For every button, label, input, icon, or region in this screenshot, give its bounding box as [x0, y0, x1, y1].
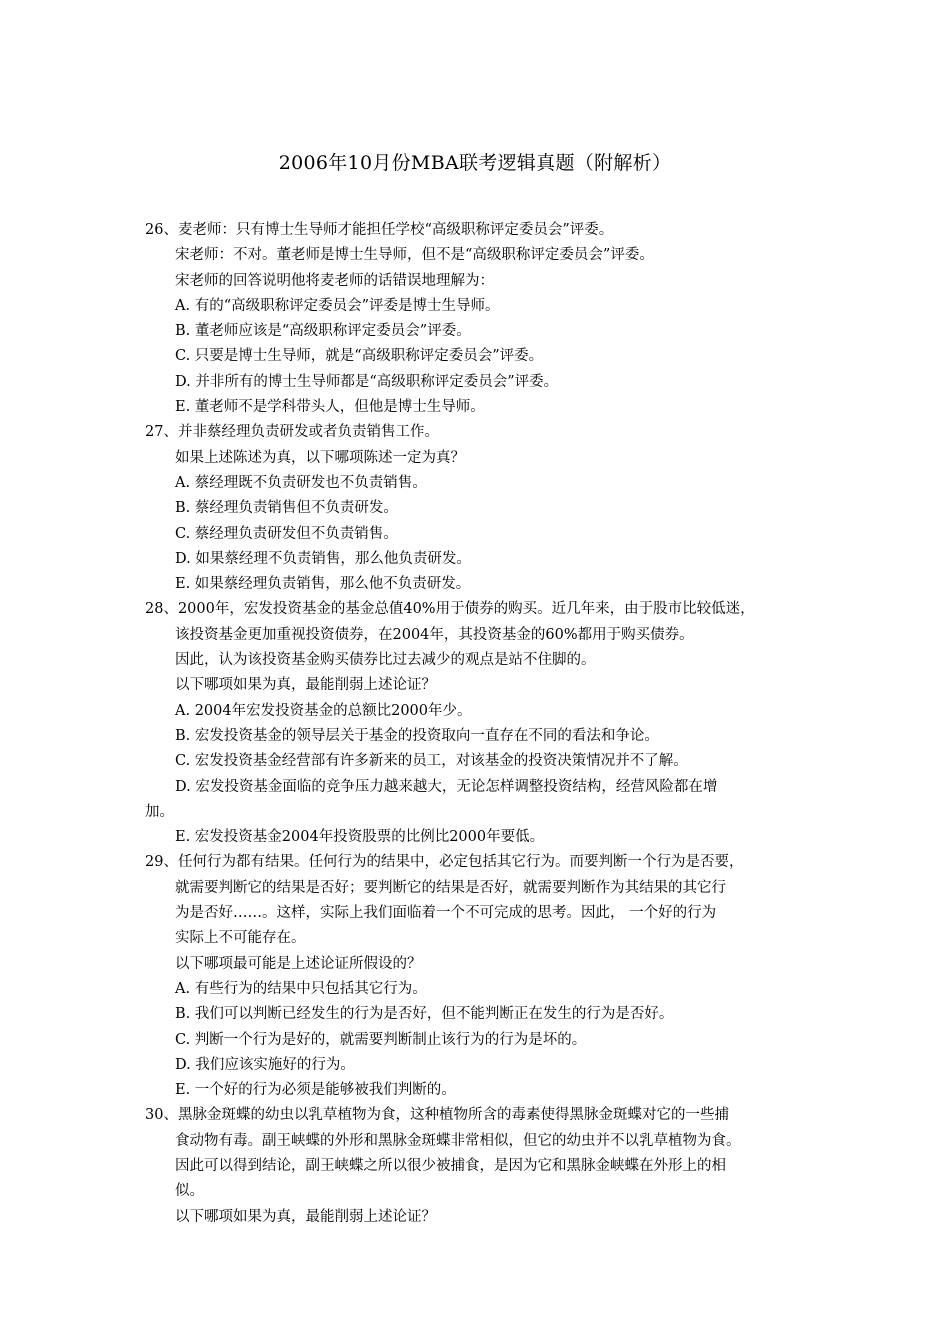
question-stem-cont: 实际上不可能存在。 — [175, 930, 306, 947]
question-29 — [145, 850, 810, 1103]
option-d: D. 并非所有的博士生导师都是“高级职称评定委员会”评委。 — [175, 373, 559, 390]
option-a: A. 2004年宏发投资基金的总额比2000年少。 — [175, 702, 472, 719]
option-e: E. 如果蔡经理负责销售，那么他不负责研发。 — [175, 576, 471, 593]
question-stem: 28、2000年，宏发投资基金的基金总值40%用于债券的购买。近几年来，由于股市比较低迷， — [145, 601, 755, 618]
option-b: B. 我们可以判断已经发生的行为是否好，但不能判断正在发生的行为是否好。 — [175, 1006, 674, 1023]
page-title: 2006年10月份MBA联考逻辑真题（附解析） — [278, 152, 672, 174]
option-d: D. 我们应该实施好的行为。 — [175, 1056, 355, 1073]
question-stem-cont: 似。 — [175, 1183, 204, 1200]
option-d: D. 宏发投资基金面临的竞争压力越来越大，无论怎样调整投资结构，经营风险都在增 — [175, 778, 718, 795]
option-a: A. 有些行为的结果中只包括其它行为。 — [175, 980, 427, 997]
option-c: C. 蔡经理负责研发但不负责销售。 — [175, 525, 398, 542]
option-d-cont: 加。 — [145, 803, 174, 820]
option-e: E. 宏发投资基金2004年投资股票的比例比2000年要低。 — [175, 829, 545, 846]
option-c: C. 只要是博士生导师，就是“高级职称评定委员会”评委。 — [175, 348, 544, 365]
option-c: C. 宏发投资基金经营部有许多新来的员工，对该基金的投资决策情况并不了解。 — [175, 753, 688, 770]
question-stem: 29、任何行为都有结果。任何行为的结果中，必定包括其它行为。而要判断一个行为是否要， — [145, 854, 744, 871]
option-b: B. 蔡经理负责销售但不负责研发。 — [175, 500, 398, 517]
question-30 — [145, 1103, 810, 1229]
option-e: E. 董老师不是学科带头人，但他是博士生导师。 — [175, 399, 485, 416]
option-b: B. 董老师应该是“高级职称评定委员会”评委。 — [175, 323, 471, 340]
option-a: A. 有的“高级职称评定委员会”评委是博士生导师。 — [175, 297, 500, 314]
question-stem: 30、黑脉金斑蝶的幼虫以乳草植物为食，这种植物所含的毒素使得黑脉金斑蝶对它的一些捕 — [145, 1107, 729, 1124]
question-stem-cont: 食动物有毒。副王峡蝶的外形和黑脉金斑蝶非常相似，但它的幼虫并不以乳草植物为食。 — [175, 1132, 741, 1149]
question-stem-cont: 为是否好……。这样，实际上我们面临着一个不可完成的思考。因此， 一个好的行为 — [175, 905, 717, 922]
question-prompt: 如果上述陈述为真，以下哪项陈述一定为真？ — [175, 449, 465, 466]
question-prompt: 以下哪项如果为真，最能削弱上述论证？ — [175, 1208, 436, 1225]
option-e: E. 一个好的行为必须是能够被我们判断的。 — [175, 1082, 456, 1099]
question-text: 宋老师：不对。董老师是博士生导师，但不是“高级职称评定委员会”评委。 — [175, 247, 654, 264]
question-stem-cont: 因此可以得到结论，副王峡蝶之所以很少被捕食，是因为它和黑脉金峡蝶在外形上的相 — [175, 1157, 726, 1174]
option-a: A. 蔡经理既不负责研发也不负责销售。 — [175, 474, 427, 491]
question-text: 因此，认为该投资基金购买债券比过去减少的观点是站不住脚的。 — [175, 652, 596, 669]
question-prompt: 宋老师的回答说明他将麦老师的话错误地理解为： — [175, 272, 494, 289]
question-prompt: 以下哪项最可能是上述论证所假设的？ — [175, 955, 422, 972]
question-stem-cont: 就需要判断它的结果是否好；要判断它的结果是否好，就需要判断作为其结果的其它行 — [175, 879, 726, 896]
question-list — [145, 218, 810, 1230]
question-prompt: 以下哪项如果为真，最能削弱上述论证？ — [175, 677, 436, 694]
option-c: C. 判断一个行为是好的，就需要判断制止该行为的行为是坏的。 — [175, 1031, 587, 1048]
question-stem-cont: 该投资基金更加重视投资债券，在2004年，其投资基金的60%都用于购买债券。 — [175, 626, 694, 643]
question-28 — [145, 597, 810, 850]
option-b: B. 宏发投资基金的领导层关于基金的投资取向一直存在不同的看法和争论。 — [175, 727, 659, 744]
question-stem: 26、麦老师：只有博士生导师才能担任学校“高级职称评定委员会”评委。 — [145, 222, 614, 238]
question-27 — [145, 420, 810, 597]
option-d: D. 如果蔡经理不负责销售，那么他负责研发。 — [175, 550, 471, 567]
question-stem: 27、并非蔡经理负责研发或者负责销售工作。 — [145, 424, 439, 441]
question-26 — [145, 218, 810, 420]
